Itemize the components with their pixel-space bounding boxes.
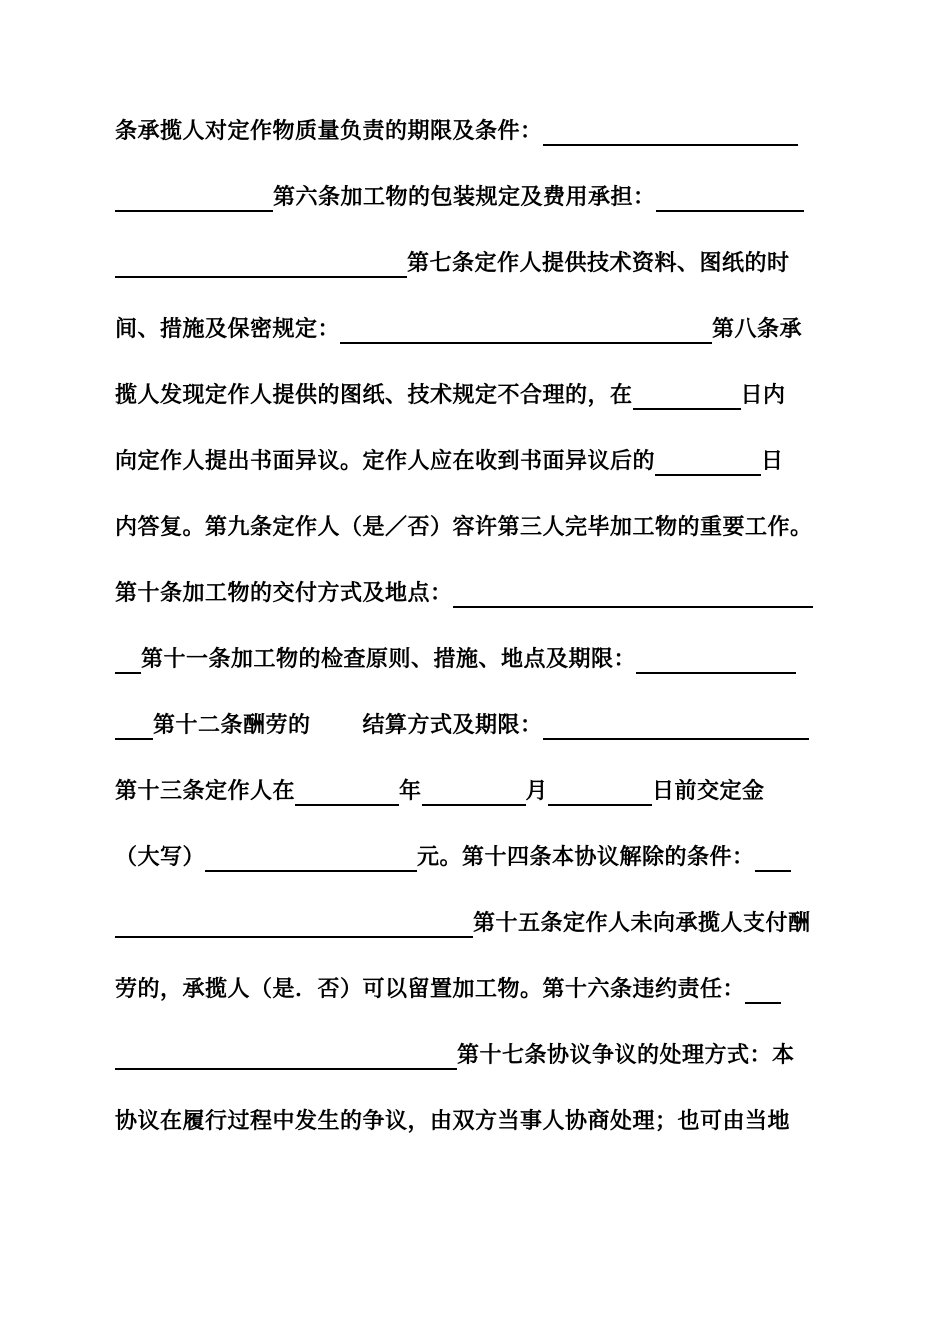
text-line-2 <box>115 178 804 218</box>
fill-blank[interactable] <box>543 708 809 740</box>
clause-text: 第十二条酬劳的 <box>153 713 311 738</box>
clause-text: 揽人发现定作人提供的图纸、技术规定不合理的，在 <box>115 383 633 408</box>
fill-blank[interactable] <box>548 774 652 806</box>
text-line-5 <box>115 376 786 416</box>
text-line-8 <box>115 574 813 614</box>
clause-text: 向定作人提出书面异议。定作人应在收到书面异议后的 <box>115 449 656 474</box>
text-line-9 <box>115 640 796 680</box>
clause-text: 日 <box>761 449 784 474</box>
clause-text: 结算方式及期限： <box>362 713 543 738</box>
fill-blank[interactable] <box>655 444 761 476</box>
fill-blank[interactable] <box>205 840 417 872</box>
text-line-16 <box>115 1102 790 1142</box>
clause-text: 日前交定金 <box>652 779 765 804</box>
clause-text: 内答复。第九条定作人（是／否）容许第三人完毕加工物的重要工作。 <box>115 515 813 540</box>
clause-text: 第十条加工物的交付方式及地点： <box>115 581 453 606</box>
fill-blank[interactable] <box>755 840 791 872</box>
text-line-11 <box>115 772 765 812</box>
fill-blank[interactable] <box>636 642 796 674</box>
fill-blank[interactable] <box>115 180 273 212</box>
fill-blank[interactable] <box>115 708 153 740</box>
fill-blank[interactable] <box>115 246 407 278</box>
text-line-4 <box>115 310 802 350</box>
text-line-13 <box>115 904 811 944</box>
fill-blank[interactable] <box>543 114 798 146</box>
clause-text: 日内 <box>740 383 786 408</box>
clause-text: 第十一条加工物的检查原则、措施、地点及期限： <box>141 647 637 672</box>
fill-blank[interactable] <box>115 906 473 938</box>
fill-blank[interactable] <box>745 972 781 1004</box>
text-line-1 <box>115 112 798 152</box>
text-line-10 <box>115 706 809 746</box>
clause-text: 第十七条协议争议的处理方式：本 <box>457 1043 795 1068</box>
fill-blank[interactable] <box>295 774 399 806</box>
clause-text: 劳的，承揽人（是．否）可以留置加工物。第十六条违约责任： <box>115 977 746 1002</box>
text-line-15 <box>115 1036 795 1076</box>
text-line-6 <box>115 442 784 482</box>
text-line-12 <box>115 838 791 878</box>
clause-text: 条承揽人对定作物质量负责的期限及条件： <box>115 119 543 144</box>
fill-blank[interactable] <box>115 642 141 674</box>
clause-text: （大写） <box>115 845 206 870</box>
fill-blank[interactable] <box>422 774 526 806</box>
clause-text: 第十五条定作人未向承揽人支付酬 <box>473 911 811 936</box>
clause-text: 第八条承 <box>712 317 803 342</box>
text-line-14 <box>115 970 781 1010</box>
text-line-3 <box>115 244 790 284</box>
fill-blank[interactable] <box>633 378 741 410</box>
clause-text: 协议在履行过程中发生的争议，由双方当事人协商处理；也可由当地 <box>115 1109 791 1134</box>
fill-blank[interactable] <box>453 576 813 608</box>
fill-blank[interactable] <box>340 312 712 344</box>
clause-text: 月 <box>525 779 549 804</box>
clause-text: 第七条定作人提供技术资料、图纸的时 <box>407 251 790 276</box>
fill-blank[interactable] <box>656 180 804 212</box>
fill-blank[interactable] <box>115 1038 457 1070</box>
clause-text: 第六条加工物的包装规定及费用承担： <box>273 185 656 210</box>
clause-text: 年 <box>399 779 422 804</box>
clause-text: 第十三条定作人在 <box>115 779 296 804</box>
clause-text: 间、措施及保密规定： <box>115 317 341 342</box>
text-line-7 <box>115 508 813 548</box>
clause-text: 元。第十四条本协议解除的条件： <box>417 845 755 870</box>
